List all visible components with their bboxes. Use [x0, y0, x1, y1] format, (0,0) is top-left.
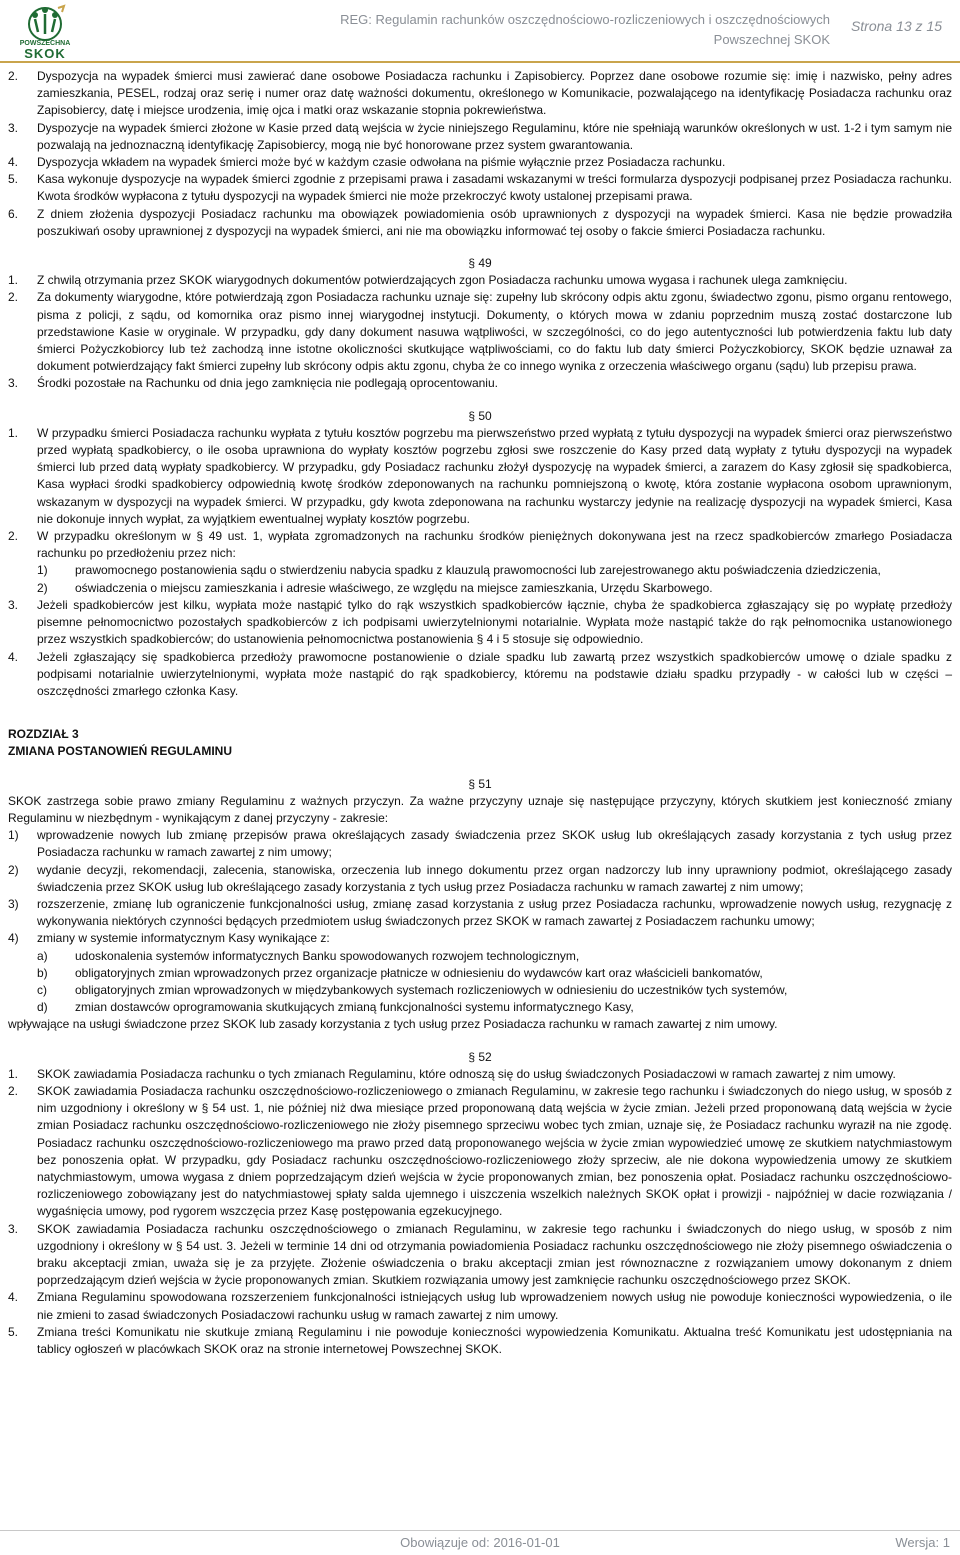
item-text: W przypadku śmierci Posiadacza rachunku wypłata z tytułu kosztów pogrzebu ma pierwszeństwo przed wypłatą z tytułu dyspozycji na wypadek śmierci oraz pierwszeństwo przed wypłatą spadkobiercy, o ile osoba uprawniona do wypłaty kosztów pogrzebu zgłosi swe roszczenie do Kasy przed datą wypłaty z tytułu dyspozycji na wypadek śmierci lub przed datą wypłaty spadkobiercy. W przypadku, gdy Posiadacz rachunku złożył dyspozycję na wypadek śmierci, a zarazem do Kasy zgłosił się spadkobierca, Kasa wypłaci środki spadkobiercy odpowiednią kwotę środków zdeponowanych na rachunku pomniejszoną o kwotę, która zostanie wypłacona osobom uprawnionym, wskazanym w dyspozycji na wypadek śmierci. W przypadku, gdy kwota zdeponowana na rachunku wystarczy jedynie na realizację dyspozycji na wypadek śmierci, Kasa nie dokonuje innych wypłat, za wyjątkiem ewentualnej wypłaty kosztów pogrzebu.: [37, 425, 952, 526]
item-text: W przypadku określonym w § 49 ust. 1, wypłata zgromadzonych na rachunku środków pieniężnych dokonywana jest na rzecz spadkobierców zmarłego Posiadacza rachunku po przedłożeniu przez nich:: [37, 529, 952, 561]
item-number: 2.: [8, 69, 19, 83]
page-footer: [0, 1530, 960, 1555]
list-item: [8, 206, 952, 240]
section-heading-52: § 52: [468, 1049, 492, 1064]
list-item: [8, 289, 952, 375]
item-number: 2.: [8, 290, 19, 305]
item-text: SKOK zawiadamia Posiadacza rachunku oszczędnościowego o zmianach Regulaminu, w zakresie tego rachunku i świadczonych do niego usług, w sposób z nim uzgodniony i określony w § 54 ust. 3. Jeżeli w terminie 14 dni od otrzymania powiadomienia Posiadacz rachunku oszczędnościowego nie złoży pisemnego oświadczenia o braku akceptacji zmian, uważa się je za przyjęte. Złożenie oświadczenia o braku akceptacji zmian jest równoznaczne z rozwiązaniem umowy dokonanym z dniem poprzedzającym dzień wejścia w życie proponowanych zmian. Skutkiem rozwiązania umowy jest zamknięcie rachunku oszczędnościowego przez SKOK.: [37, 1221, 952, 1288]
list-item: [8, 1066, 952, 1083]
item-number: 4): [8, 931, 19, 946]
item-text: oświadczenia o miejscu zamieszkania i adresie właściwego, ze względu na miejsce zamieszkania, Urzędu Skarbowego.: [75, 580, 713, 595]
list-item: [8, 68, 952, 120]
item-number: 2.: [8, 529, 19, 544]
letter-item: [8, 982, 952, 999]
item-text: udoskonalenia systemów informatycznych Banku spowodowanych rozwojem technologicznym,: [75, 948, 580, 963]
section-intro: SKOK zastrzega sobie prawo zmiany Regulaminu z ważnych przyczyn. Za ważne przyczyny uznaje się następujące przyczyny, których skutkiem jest konieczność zmiany Regulaminu w niezbędnym - wynikającym z danej przyczyny - zakresie:: [8, 793, 952, 825]
list-item: [8, 425, 952, 528]
section-heading-50: § 50: [468, 408, 492, 423]
list-item: [8, 120, 952, 154]
chapter-heading: [8, 726, 952, 760]
sub-list-item: [8, 562, 952, 579]
item-text: Za dokumenty wiarygodne, które potwierdzają zgon Posiadacza rachunku uznaje się: zupełny lub skrócony odpis aktu zgonu, świadectwo zgonu, pismo organu rentowego, pisma z policji, z sądu, od komornika oraz pismo innej wiarygodnej instytucji. Dokumenty, o których mowa w zdaniu poprzednim muszą zostać dostarczone lub przedstawione Kasie w oryginale. W przypadku, gdy dany dokument nasuwa wątpliwości, w szczególności, co do jego autentyczności lub potwierdzenia faktu lub daty śmierci Pożyczkobiorcy lub też zachodzą inne istotne okoliczności skutkujące wątpliwościami, co do faktu lub daty śmierci Pożyczkobiorcy, SKOK będzie uznawał za dokument potwierdzający fakt śmierci zupełny lub skrócony odpis aktu zgonu, chyba że co innego wynika z orzeczenia właściwego organu (sądu) lub przepisu prawa.: [37, 290, 952, 374]
item-text: wprowadzenie nowych lub zmianę przepisów prawa określających zasady świadczenia przez SKOK usług lub określających zasady korzystania z tych usług przez Posiadacza rachunku w ramach zawartej z nim umowy;: [37, 828, 952, 860]
section-50: [8, 425, 952, 700]
item-number: 6.: [8, 206, 19, 221]
list-item: [8, 272, 952, 289]
item-number: 1): [8, 828, 19, 843]
item-text: zmiany w systemie informatycznym Kasy wynikające z:: [37, 931, 330, 946]
version-label: Wersja: 1: [895, 1535, 950, 1550]
item-number: 3.: [8, 120, 19, 135]
item-text: prawomocnego postanowienia sądu o stwierdzeniu nabycia spadku z klauzulą prawomocności lub zarejestrowanego aktu poświadczenia dziedziczenia,: [75, 563, 881, 578]
item-text: Jeżeli zgłaszający się spadkobierca przedłoży prawomocne postanowienie o dziale spadku lub zawartą przez wszystkich spadkobierców umowę o dziale spadku z podpisami notarialnie uwierzytelnionymi, wypłata może nastąpić do rąk spadkobiercy, któremu na podstawie działu spadku przypadły - w całości lub w części – oszczędności zmarłego członka Kasy.: [37, 649, 952, 698]
skok-logo-icon: [10, 4, 80, 44]
item-letter: d): [37, 1000, 48, 1015]
section-closing: wpływające na usługi świadczone przez SKOK lub zasady korzystania z tych usług przez Posiadacza rachunku w ramach zawartej z nim umowy.: [8, 1017, 778, 1032]
list-item: [8, 1324, 952, 1358]
item-text: SKOK zawiadamia Posiadacza rachunku o tych zmianach Regulaminu, które odnoszą się do usług świadczonych Posiadaczowi w ramach zawartej z nim umowy.: [37, 1066, 896, 1081]
block-dispositions: [8, 68, 952, 240]
header-divider: [0, 61, 960, 63]
item-text: wydanie decyzji, rekomendacji, zalecenia, stanowiska, orzeczenia lub innego dokumentu przez organ nadzorczy lub inny uprawniony podmiot, określającego zasady świadczenia przez SKOK usług lub określającego zasady korzystania z tych usług przez Posiadacza rachunku w ramach zawartej z nim umowy;: [37, 862, 952, 894]
item-number: 1): [37, 563, 48, 578]
list-item: [8, 862, 952, 896]
list-item: [8, 649, 952, 701]
list-item: [8, 1221, 952, 1290]
item-text: rozszerzenie, zmianę lub ograniczenie funkcjonalności usług, zmianę zasad korzystania z usług przez Posiadacza rachunku, wprowadzenie nowych usług, rezygnację z wykonywania niektórych czynności będących przedmiotem usług świadczonych przez SKOK w ramach zawartej z Posiadaczem rachunku umowy;: [37, 896, 952, 929]
chapter-title: ZMIANA POSTANOWIEŃ REGULAMINU: [8, 744, 232, 759]
list-item: [8, 154, 952, 171]
logo-top-text: POWSZECHNA: [19, 40, 71, 47]
document-body: [8, 68, 952, 1358]
letter-item: [8, 999, 952, 1016]
item-text: SKOK zawiadamia Posiadacza rachunku oszczędnościowo-rozliczeniowego o zmianach Regulaminu, w zakresie tego rachunku i świadczonych do niego usług, w sposób z nim uzgodniony i określony w § 54 ust. 1, nie później niż dwa miesiące przed proponowaną datą wejścia w życie zmian. Jeżeli przed proponowaną datą wejścia w życie zmian Posiadacz rachunku oszczędnościowo-rozliczeniowego nie złoży pisemnego sprzeciwu wobec tych zmian, uznaje się, że Posiadacz rachunku wyraził na nie zgodę. Posiadacz rachunku oszczędnościowo-rozliczeniowego ma prawo przed datą proponowanego wejścia w życie zmian wypowiedzieć umowę ze skutkiem natychmiastowym bez ponoszenia opłat. W przypadku, gdy Posiadacz rachunku oszczędnościowo-rozliczeniowego złoży sprzeciw, ale nie dokona wypowiedzenia umowy ze skutkiem natychmiastowym, umowa wygasa z dniem poprzedzającym dzień wejścia w życie proponowanych zmian, bez ponoszenia opłat. Posiadacz rachunku oszczędnościowo-rozliczeniowego zobowiązany jest do natychmiastowej spłaty salda ujemnego i uiszczenia wszelkich należnych SKOK opłat i prowizji - najpóźniej w dacie rozwiązania / wygaśnięcia umowy, pod rygorem wszczęcia przez Kasę postępowania egzekucyjnego.: [37, 1083, 952, 1219]
item-text: Jeżeli spadkobierców jest kilku, wypłata może nastąpić tylko do rąk wszystkich spadkobierców łącznie, chyba że spadkobierca zgłaszający się po wypłatę przedłoży pisemne pełnomocnictwo pozostałych spadkobierców z ich podpisami uwierzytelnionymi notarialnie. Wypłata może nastąpić także do rąk pełnomocnika ustanowionego przez wszystkich spadkobierców; do ustanowienia pełnomocnictwa postanowienia § 4 i 5 stosuje się odpowiednio.: [37, 597, 952, 647]
item-text: Z dniem złożenia dyspozycji Posiadacz rachunku ma obowiązek powiadomienia osób uprawnionych z dyspozycji na wypadek śmierci. Kasa nie będzie prowadziła poszukiwań osoby uprawnionej z dyspozycji na wypadek śmierci, ani nie ma obowiązku informować tej osoby o fakcie śmierci Posiadacza rachunku.: [37, 206, 952, 238]
list-item: [8, 930, 952, 947]
item-number: 1.: [8, 1066, 19, 1081]
item-text: Zmiana treści Komunikatu nie skutkuje zmianą Regulaminu i nie powoduje konieczności wypowiedzenia Komunikatu. Aktualna treść Komunikatu jest udostępniania na tablicy ogłoszeń w placówkach SKOK oraz na stronie internetowej Powszechnej SKOK.: [37, 1324, 952, 1357]
item-number: 5.: [8, 172, 19, 187]
document-title-line1: REG: Regulamin rachunków oszczędnościowo-rozliczeniowych i oszczędnościowych: [340, 12, 830, 27]
item-number: 3.: [8, 376, 19, 391]
item-text: zmian dostawców oprogramowania skutkujących zmianą funkcjonalności systemu informatycznego Kasy,: [75, 1000, 634, 1015]
item-text: Dyspozycje na wypadek śmierci złożone w Kasie przed datą wejścia w życie niniejszego Regulaminu, które nie spełniają warunków określonych w ust. 1-2 i tym samym nie pozwalają na jednoznaczną identyfikację Zapisobiercy, mogą nie być honorowane przez system gwarantowania.: [37, 120, 952, 152]
item-letter: c): [37, 982, 47, 997]
list-item: [8, 375, 952, 392]
list-item: [8, 1289, 952, 1323]
section-49: [8, 272, 952, 392]
item-text: Z chwilą otrzymania przez SKOK wiarygodnych dokumentów potwierdzających zgon Posiadacza rachunku umowa wygasa i rachunek ulega zamknięciu.: [37, 273, 848, 288]
item-number: 3.: [8, 597, 19, 612]
letter-item: [8, 965, 952, 982]
document-title-line2: Powszechnej SKOK: [713, 32, 830, 47]
section-52: [8, 1066, 952, 1358]
item-letter: a): [37, 948, 48, 963]
item-number: 2.: [8, 1083, 19, 1098]
item-number: 4.: [8, 1290, 19, 1305]
item-number: 3.: [8, 1221, 19, 1236]
list-item: [8, 597, 952, 649]
item-text: Zmiana Regulaminu spowodowana rozszerzeniem funkcjonalności istniejących usług lub wprowadzeniem nowych usług nie powoduje konieczności wypowiedzenia, o ile nie zmieni to zasad świadczonych Posiadaczowi rachunku usług w ramach zawartej z nim umowy.: [37, 1290, 952, 1322]
list-item: [8, 528, 952, 562]
list-item: [8, 896, 952, 930]
item-letter: b): [37, 965, 48, 980]
item-number: 4.: [8, 155, 19, 170]
list-item: [8, 1083, 952, 1221]
list-item: [8, 827, 952, 861]
item-text: obligatoryjnych zmian wprowadzonych w międzybankowych systemach rozliczeniowych w odniesieniu do uczestników tych systemów,: [75, 982, 788, 997]
document-title: [310, 10, 830, 50]
item-number: 4.: [8, 649, 19, 664]
letter-item: [8, 948, 952, 965]
valid-from: Obowiązuje od: 2016-01-01: [400, 1535, 560, 1550]
section-heading-49: § 49: [468, 256, 492, 271]
logo-brand-text: SKOK: [24, 46, 66, 61]
skok-logo: [10, 4, 80, 61]
item-number: 5.: [8, 1324, 19, 1339]
item-number: 1.: [8, 425, 19, 440]
item-text: Środki pozostałe na Rachunku od dnia jego zamknięcia nie podlegają oprocentowaniu.: [37, 376, 498, 391]
item-text: Kasa wykonuje dyspozycje na wypadek śmierci zgodnie z przepisami prawa i zasadami wskazanymi w treści formularza dyspozycji podpisanej przez Posiadacza rachunku. Kwota środków wypłacona z tytułu dyspozycji na wypadek śmierci nie może przekroczyć kwoty ustalonej przepisami prawa.: [37, 172, 952, 204]
item-number: 3): [8, 896, 19, 911]
sub-list-item: [8, 580, 952, 597]
item-text: Dyspozycja na wypadek śmierci musi zawierać dane osobowe Posiadacza rachunku i Zapisobiercy. Poprzez dane osobowe rozumie się: imię i nazwisko, pełny adres zamieszkania, PESEL, rodzaj oraz serię i numer oraz datę ważności dokumentu, określonego w Komunikacie, pozwalającego na identyfikację Posiadacza rachunku oraz Zapisobiercy, datę i miejsce urodzenia, imię ojca i matki oraz wskazanie stopnia pokrewieństwa.: [37, 69, 952, 118]
page-header: [0, 0, 960, 62]
item-number: 2): [37, 580, 48, 595]
item-number: 2): [8, 862, 19, 877]
item-text: Dyspozycja wkładem na wypadek śmierci może być w każdym czasie odwołana na piśmie wyłącznie przez Posiadacza rachunku.: [37, 155, 726, 170]
page-number: Strona 13 z 15: [850, 18, 942, 34]
item-text: obligatoryjnych zmian wprowadzonych przez organizacje płatnicze w odniesieniu do wydawców kart oraz właścicieli bankomatów,: [75, 965, 763, 980]
item-number: 1.: [8, 273, 19, 288]
section-51: [8, 793, 952, 1034]
chapter-number: ROZDZIAŁ 3: [8, 727, 79, 742]
section-heading-51: § 51: [468, 776, 492, 791]
list-item: [8, 171, 952, 205]
